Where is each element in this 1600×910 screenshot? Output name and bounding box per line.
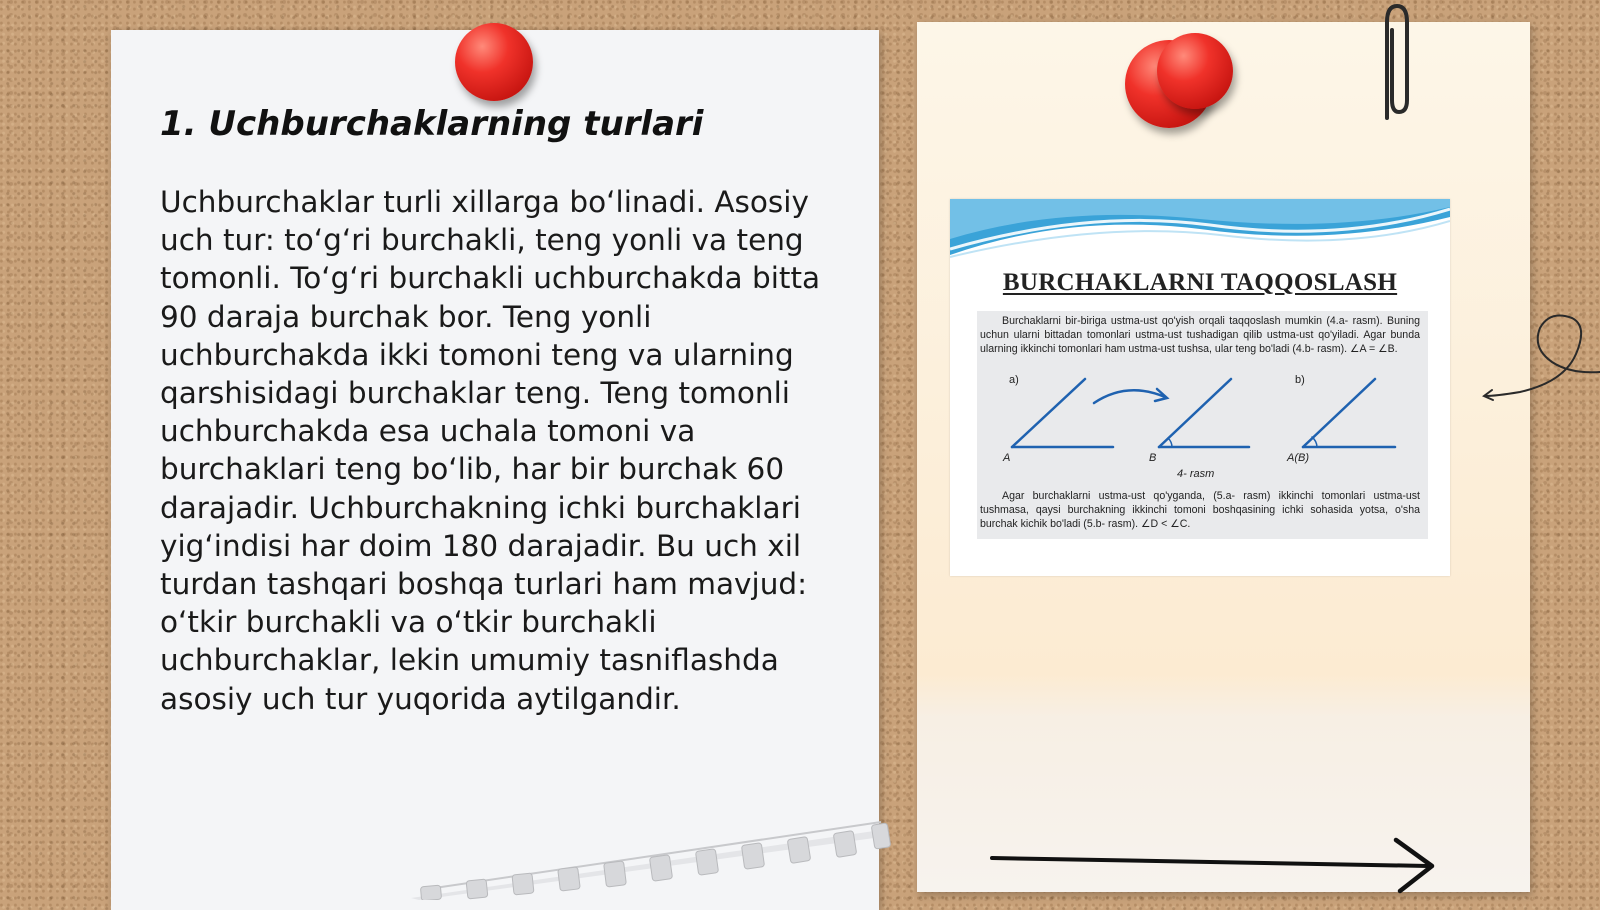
angle-b-side-2 <box>1159 379 1231 447</box>
red-pushpin-left <box>455 23 533 101</box>
swirl-arrow-doodle <box>1480 310 1600 410</box>
vertex-a-label: A <box>1003 452 1011 464</box>
figure-label-b: b) <box>1295 374 1305 386</box>
angle-a-side-2 <box>1012 379 1085 447</box>
angle-comparison-figure <box>977 369 1428 489</box>
angle-ab-side-2 <box>1303 379 1375 447</box>
textbook-page <box>977 311 1428 539</box>
slide-title: 1. Uchburchaklarning turlari <box>160 104 704 144</box>
vertex-ab-label: A(B) <box>1287 452 1309 464</box>
textbook-paragraph-1: Burchaklarni bir-biriga ustma-ust qo'yish orqali taqqoslash mumkin (4.a- rasm). Buning uchun ularni bittadan tomonlari ustma-ust tushadigan qilib ustma-ust qo'yiladi. Agar bunda ularning ikkinchi tomonlari ham ustma-ust tushsa, ular teng bo'ladi (4.b- rasm). ∠A = ∠B. <box>980 315 1420 355</box>
angle-ab-arc <box>1312 437 1317 447</box>
torn-paper-edge <box>411 790 891 900</box>
figure-caption: 4- rasm <box>1177 468 1215 480</box>
angle-b-arc <box>1168 438 1172 447</box>
figure-label-a: a) <box>1009 374 1019 386</box>
textbook-title: BURCHAKLARNI TAQQOSLASH <box>1002 269 1398 296</box>
wave-banner <box>950 199 1450 259</box>
vertex-b-label: B <box>1149 452 1157 464</box>
right-arrow-icon <box>988 835 1448 895</box>
body-paragraph: Uchburchaklar turli xillarga bo‘linadi. Asosiy uch tur: to‘g‘ri burchakli, teng yonli va teng tomonli. To‘g‘ri burchakli uchburchakda bitta 90 daraja burchak bor. Teng yonli uchburchakda ikki tomoni teng va ularning qarshisidagi burchaklar teng. Teng tomonli uchburchakda esa uchala tomoni va burchaklari teng bo‘lib, har bir burchak 60 darajadir. Uchburchakning ichki burchaklari yig‘indisi har doim 180 darajadir. Bu uch xil turdan tashqari boshqa turlari ham mavjud: o‘tkir burchakli va o‘tkir burchakli uchburchaklar, lekin umumiy tasniflashda asosiy uch tur yuqorida aytilgandir. <box>160 185 821 716</box>
paperclip-icon <box>1375 0 1415 125</box>
red-pushpin-right-front <box>1157 33 1233 109</box>
textbook-image <box>950 199 1450 576</box>
textbook-paragraph-2: Agar burchaklarni ustma-ust qo'yganda, (5.a- rasm) ikkinchi tomonlari ustma-ust tushmasa, qaysi burchakning ikkinchi tomoni boshqasining ichki sohasida yotsa, o'sha burchak kichik bo'ladi (5.b- rasm). ∠D < ∠C. <box>980 490 1420 530</box>
